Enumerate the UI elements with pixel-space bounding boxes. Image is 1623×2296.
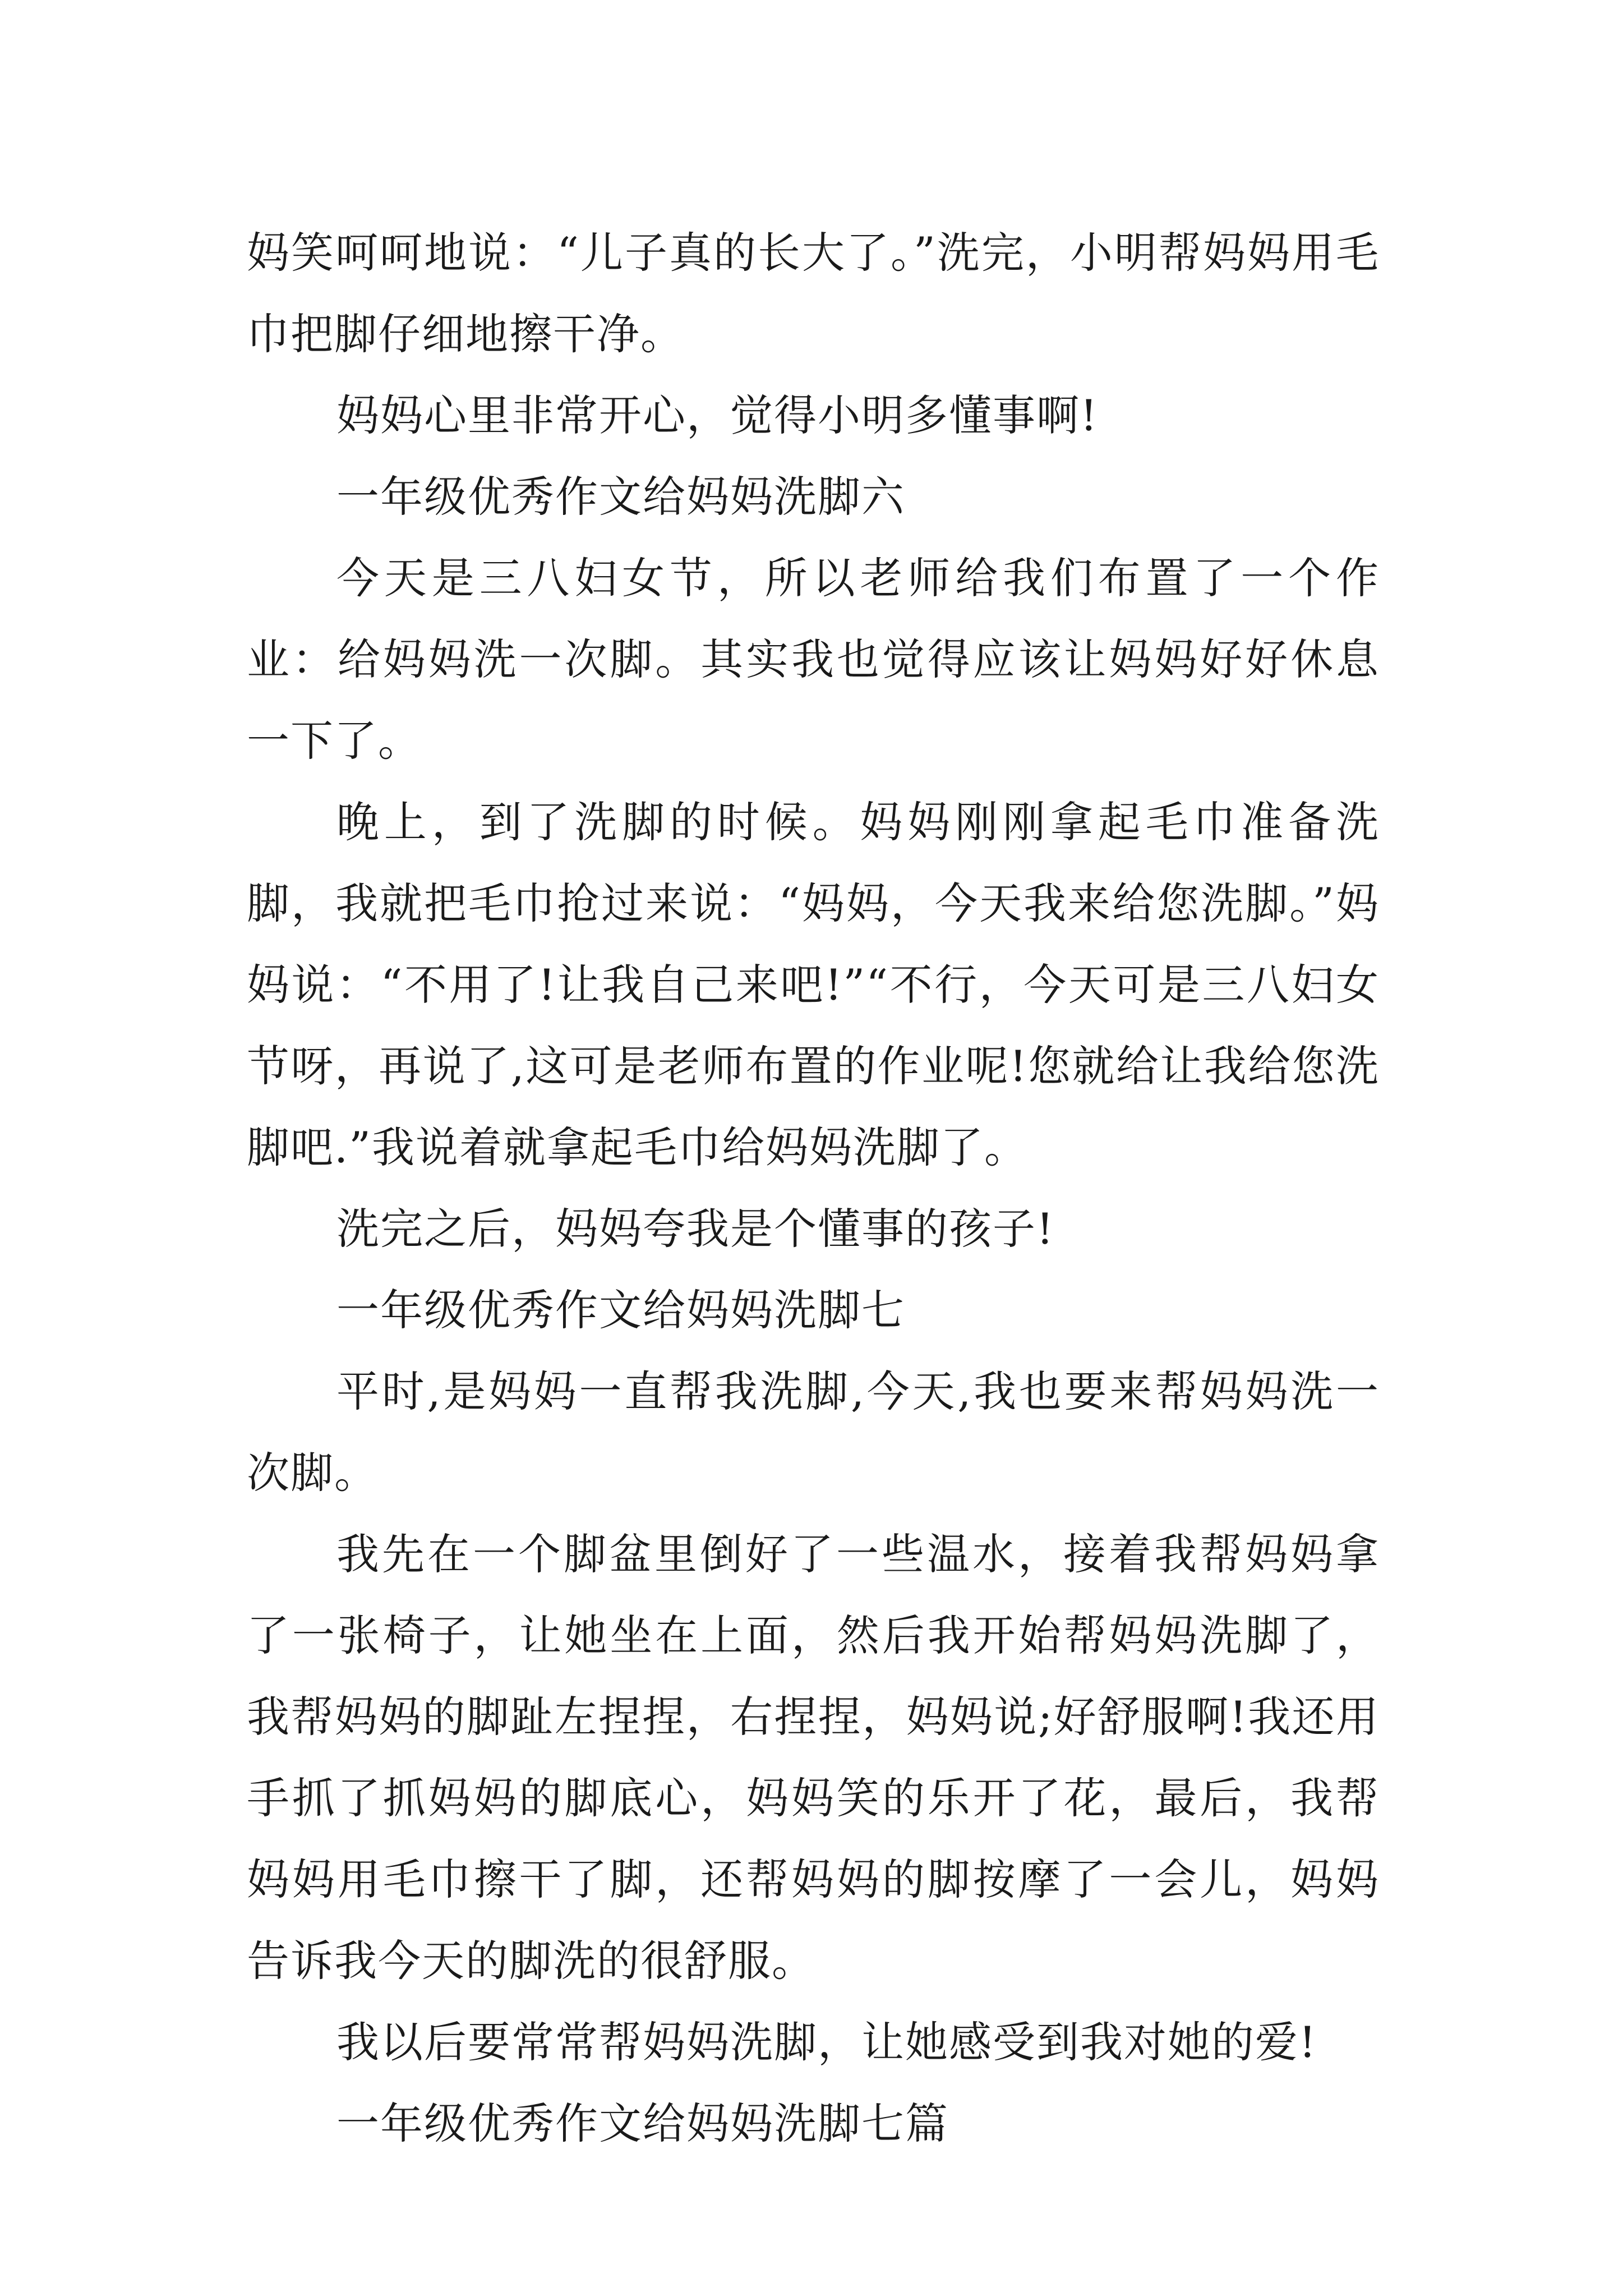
essay-title-six: 一年级优秀作文给妈妈洗脚六 (336, 472, 905, 522)
essay-collection-title: 一年级优秀作文给妈妈洗脚七篇 (336, 2099, 949, 2148)
paragraph-evening: 晚上，到了洗脚的时候。妈妈刚刚拿起毛巾准备洗脚，我就把毛巾抢过来说：“妈妈，今天我来给您洗脚。”妈妈说：“不用了!让我自己来吧!”“不行，今天可是三八妇女节呀，再说了,这可是老师布置的作业呢!您就给让我给您洗脚吧.”我说着就拿起毛巾给妈妈洗脚了。 (247, 797, 1380, 1172)
paragraph-mom-happy: 妈妈心里非常开心，觉得小明多懂事啊! (336, 390, 1099, 440)
paragraph-future: 我以后要常常帮妈妈洗脚，让她感受到我对她的爱! (336, 2017, 1317, 2067)
paragraph-womens-day: 今天是三八妇女节，所以老师给我们布置了一个作业：给妈妈洗一次脚。其实我也觉得应该让妈妈好好休息一下了。 (247, 553, 1380, 766)
paragraph-washing: 我先在一个脚盆里倒好了一些温水，接着我帮妈妈拿了一张椅子，让她坐在上面，然后我开始帮妈妈洗脚了，我帮妈妈的脚趾左捏捏，右捏捏，妈妈说;好舒服啊!我还用手抓了抓妈妈的脚底心，妈妈笑的乐开了花，最后，我帮妈妈用毛巾擦干了脚，还帮妈妈的脚按摩了一会儿，妈妈告诉我今天的脚洗的很舒服。 (247, 1529, 1380, 1986)
essay-title-seven: 一年级优秀作文给妈妈洗脚七 (336, 1285, 905, 1335)
paragraph-continuation: 妈笑呵呵地说：“儿子真的长大了。”洗完，小明帮妈妈用毛巾把脚仔细地擦干净。 (247, 228, 1380, 359)
paragraph-usually: 平时,是妈妈一直帮我洗脚,今天,我也要来帮妈妈洗一次脚。 (247, 1366, 1380, 1498)
paragraph-praise: 洗完之后，妈妈夸我是个懂事的孩子! (336, 1204, 1055, 1254)
document-body (247, 212, 1380, 2164)
